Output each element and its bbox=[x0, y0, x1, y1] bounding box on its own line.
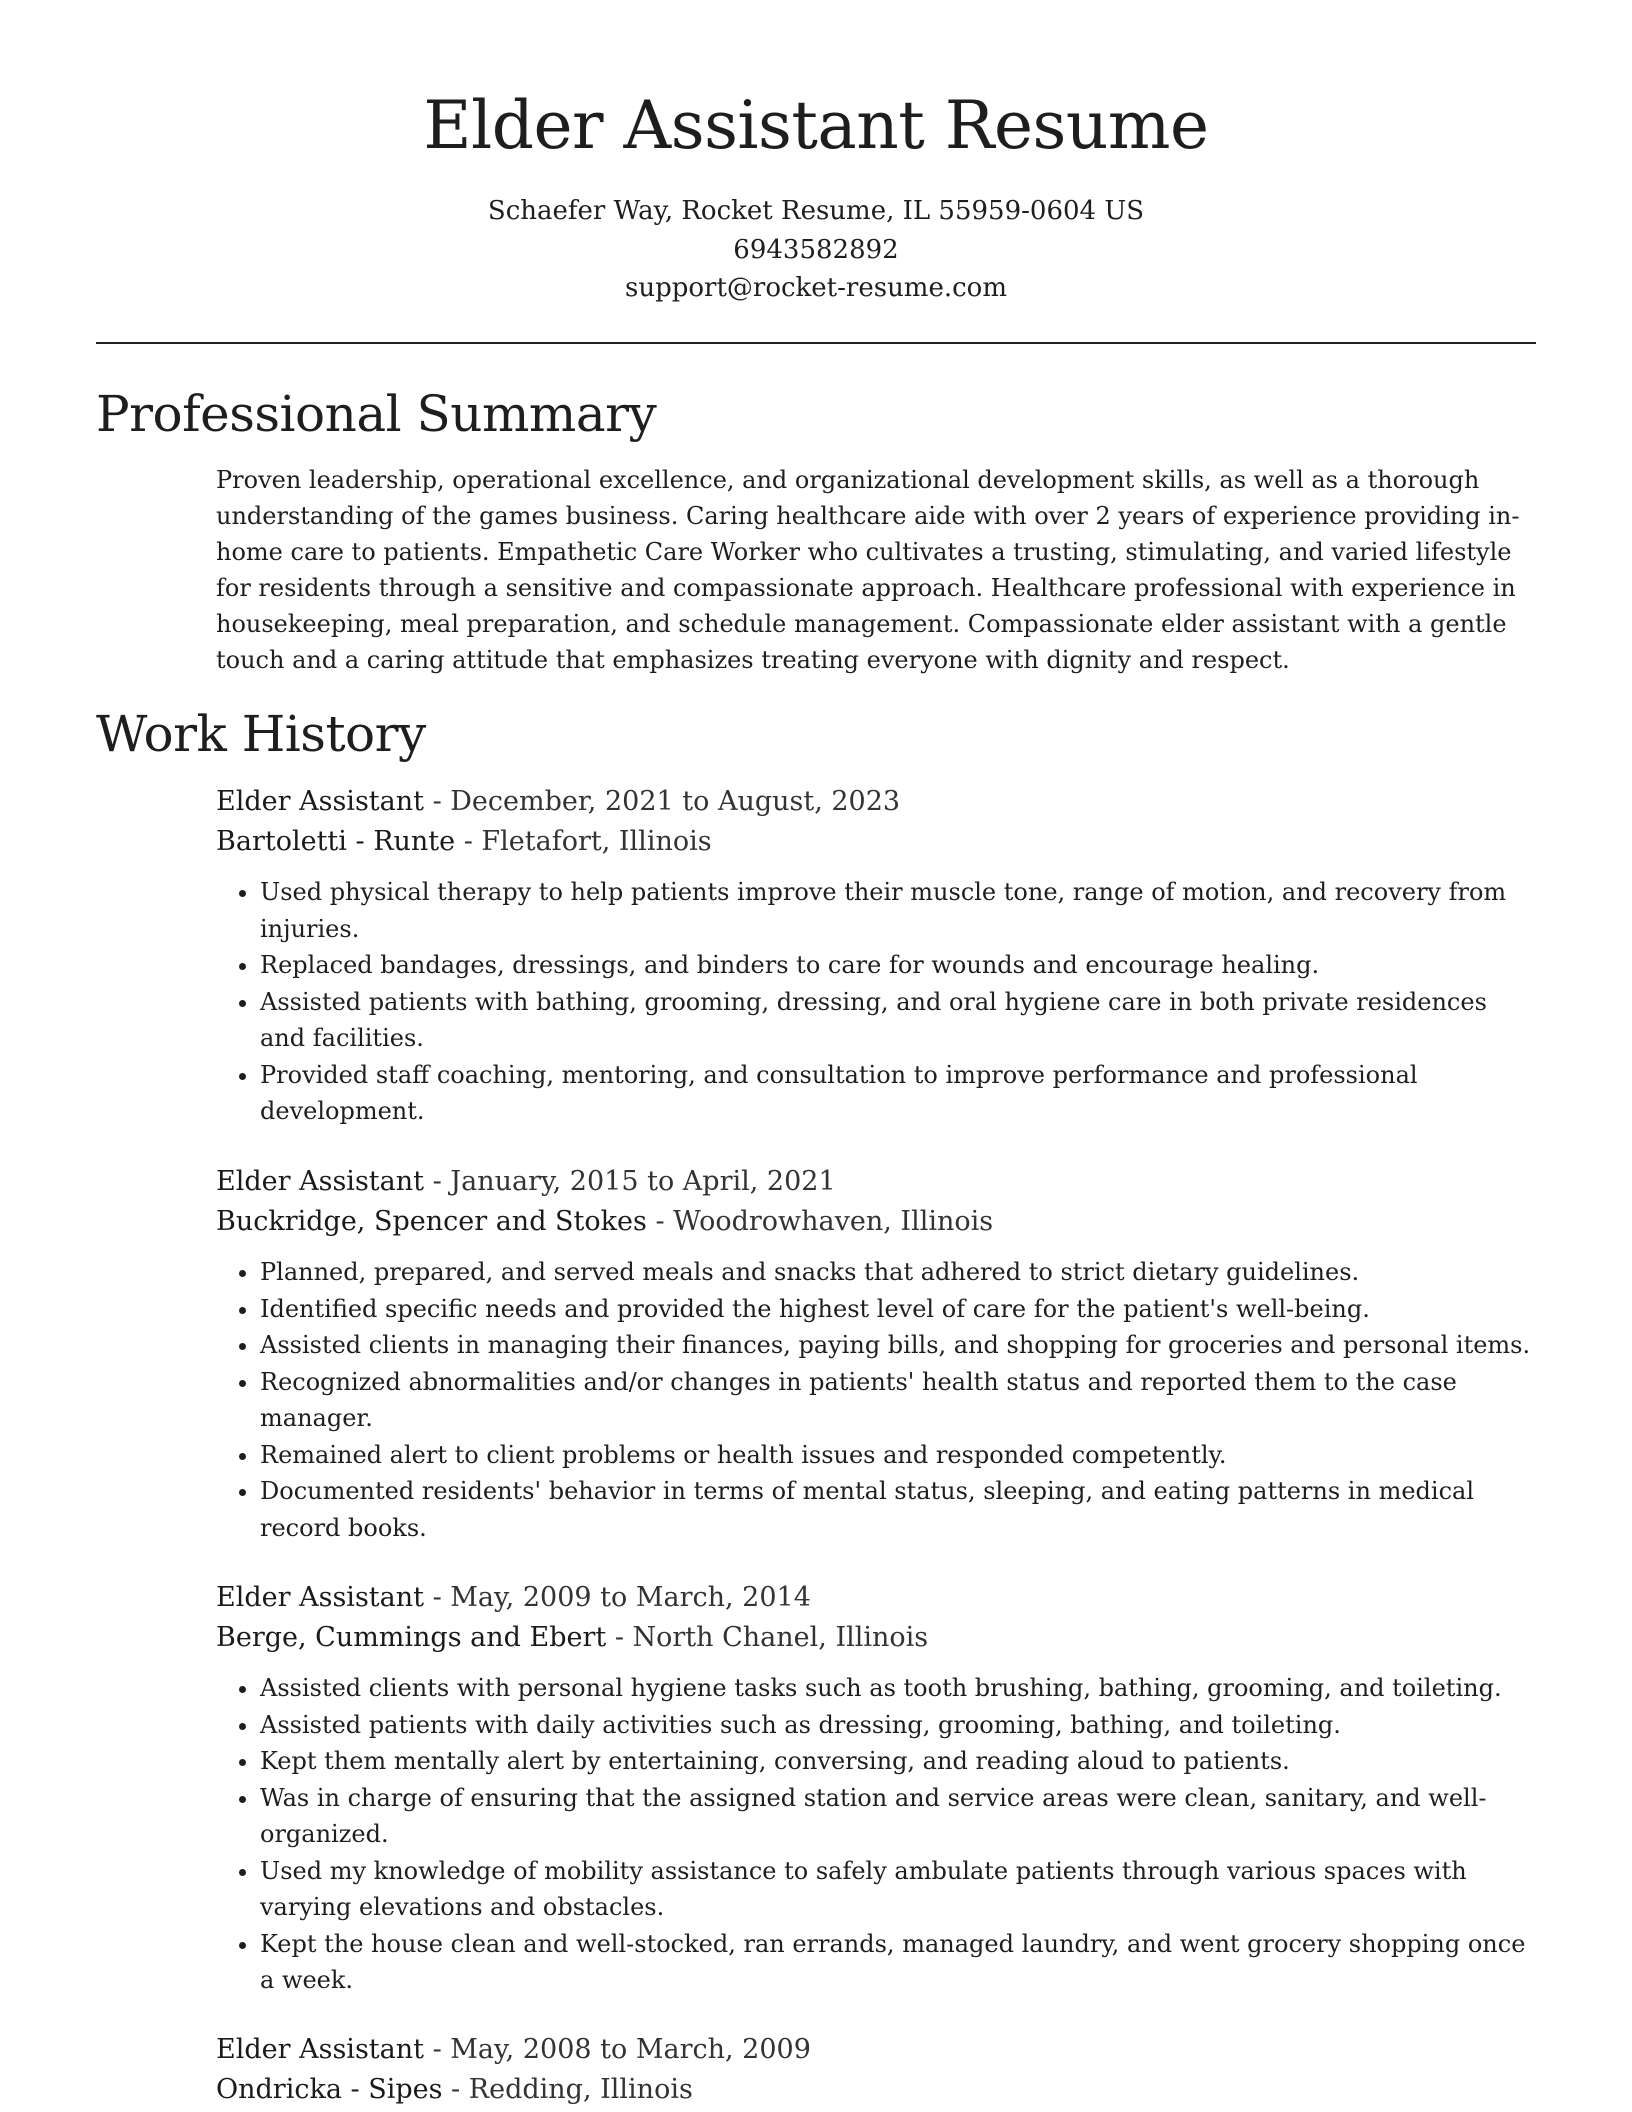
job-location: - Redding, Illinois bbox=[442, 2074, 693, 2105]
job-company: Berge, Cummings and Ebert bbox=[216, 1622, 607, 1653]
job-bullet: • Used physical therapy to help patients improve their muscle tone, range of motion, and recovery from injuries. bbox=[260, 874, 1536, 947]
section-title-summary: Professional Summary bbox=[96, 385, 657, 443]
job-location: - Woodrowhaven, Illinois bbox=[646, 1206, 994, 1237]
header-divider bbox=[96, 342, 1536, 344]
resume-title: Elder Assistant Resume bbox=[423, 87, 1209, 164]
job-entry bbox=[216, 782, 1536, 1130]
job-company: Bartoletti - Runte bbox=[216, 826, 456, 857]
job-company-line bbox=[216, 2070, 1536, 2110]
job-entry bbox=[216, 2030, 1536, 2110]
job-bullet: • Assisted patients with daily activities such as dressing, grooming, bathing, and toileting. bbox=[260, 1707, 1536, 1744]
job-bullet: • Provided staff coaching, mentoring, and consultation to improve performance and professional development. bbox=[260, 1057, 1536, 1130]
job-bullets bbox=[216, 874, 1536, 1130]
job-bullet: • Kept the house clean and well-stocked, ran errands, managed laundry, and went grocery shopping once a week. bbox=[260, 1926, 1536, 1999]
summary-text: Proven leadership, operational excellence, and organizational development skills, as well as a thorough understanding of the games business. Caring healthcare aide with over 2 years of experience providing in-home care to patients. Empathetic Care Worker who cultivates a trusting, stimulating, and varied lifestyle for residents through a sensitive and compassionate approach. Healthcare professional with experience in housekeeping, meal preparation, and schedule management. Compassionate elder assistant with a gentle touch and a caring attitude that emphasizes treating everyone with dignity and respect. bbox=[216, 466, 1520, 674]
job-role: Elder Assistant bbox=[216, 1166, 424, 1197]
job-role: Elder Assistant bbox=[216, 1582, 424, 1613]
job-bullet: • Was in charge of ensuring that the assigned station and service areas were clean, sanitary, and well-organized. bbox=[260, 1780, 1536, 1853]
job-title-line bbox=[216, 782, 1536, 822]
job-company: Ondricka - Sipes bbox=[216, 2074, 443, 2105]
email-line: support@rocket-resume.com bbox=[624, 273, 1007, 303]
job-role: Elder Assistant bbox=[216, 786, 424, 817]
job-dates: - May, 2009 to March, 2014 bbox=[423, 1582, 811, 1613]
job-company-line bbox=[216, 1618, 1536, 1658]
job-role: Elder Assistant bbox=[216, 2034, 424, 2065]
job-title-line bbox=[216, 1578, 1536, 1618]
job-dates: - May, 2008 to March, 2009 bbox=[423, 2034, 811, 2065]
job-location: - North Chanel, Illinois bbox=[606, 1622, 929, 1653]
address-line: Schaefer Way, Rocket Resume, IL 55959-0604 US bbox=[487, 196, 1145, 226]
job-bullet: • Documented residents' behavior in terms of mental status, sleeping, and eating patterns in medical record books. bbox=[260, 1473, 1536, 1546]
job-company: Buckridge, Spencer and Stokes bbox=[216, 1206, 647, 1237]
job-entry bbox=[216, 1578, 1536, 1999]
job-title-line bbox=[216, 1162, 1536, 1202]
job-dates: - December, 2021 to August, 2023 bbox=[423, 786, 901, 817]
job-bullet: • Remained alert to client problems or health issues and responded competently. bbox=[260, 1437, 1536, 1474]
job-company-line bbox=[216, 822, 1536, 862]
job-bullets bbox=[216, 1670, 1536, 1999]
job-location: - Fletafort, Illinois bbox=[455, 826, 712, 857]
job-bullets bbox=[216, 1254, 1536, 1546]
phone-line: 6943582892 bbox=[733, 235, 899, 265]
job-bullet: • Planned, prepared, and served meals and snacks that adhered to strict dietary guidelines. bbox=[260, 1254, 1536, 1291]
job-bullet: • Assisted clients with personal hygiene tasks such as tooth brushing, bathing, grooming, and toileting. bbox=[260, 1670, 1536, 1707]
job-entry bbox=[216, 1162, 1536, 1546]
job-company-line bbox=[216, 1202, 1536, 1242]
job-bullet: • Recognized abnormalities and/or changes in patients' health status and reported them to the case manager. bbox=[260, 1364, 1536, 1437]
job-dates: - January, 2015 to April, 2021 bbox=[423, 1166, 836, 1197]
job-bullet: • Identified specific needs and provided the highest level of care for the patient's well-being. bbox=[260, 1291, 1536, 1328]
job-bullet: • Assisted patients with bathing, grooming, dressing, and oral hygiene care in both private residences and facilities. bbox=[260, 984, 1536, 1057]
job-bullet: • Used my knowledge of mobility assistance to safely ambulate patients through various spaces with varying elevations and obstacles. bbox=[260, 1853, 1536, 1926]
job-bullet: • Kept them mentally alert by entertaining, conversing, and reading aloud to patients. bbox=[260, 1743, 1536, 1780]
job-bullet: • Assisted clients in managing their finances, paying bills, and shopping for groceries and personal items. bbox=[260, 1327, 1536, 1364]
job-title-line bbox=[216, 2030, 1536, 2070]
section-title-work-history: Work History bbox=[96, 705, 426, 763]
job-bullet: • Replaced bandages, dressings, and binders to care for wounds and encourage healing. bbox=[260, 947, 1536, 984]
